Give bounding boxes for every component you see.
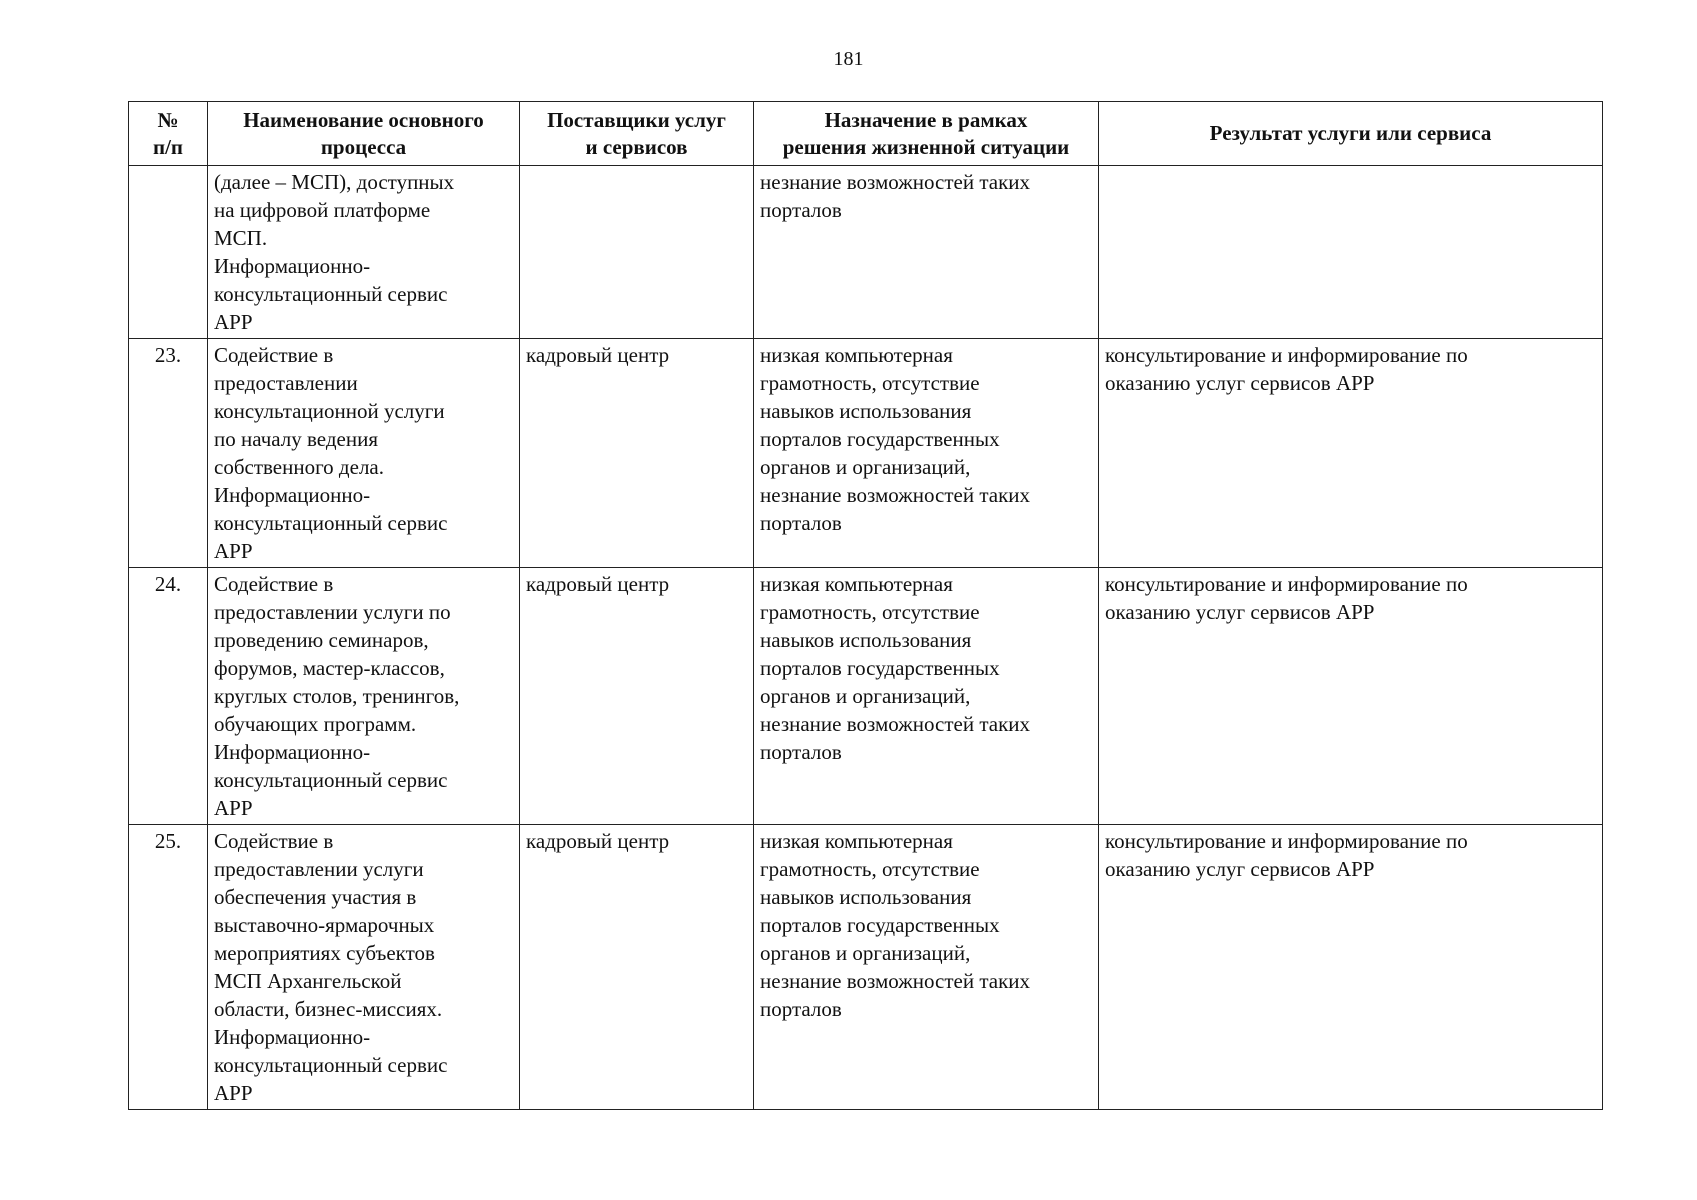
services-table: [128, 101, 1603, 1110]
row-purpose: низкая компьютерная грамотность, отсутствие навыков использования порталов государственных органов и организаций, незнание возможностей таких порталов: [754, 568, 1099, 825]
header-purpose: Назначение в рамках решения жизненной ситуации: [754, 102, 1099, 166]
row-number: 23.: [129, 339, 208, 568]
table-header-row: [129, 102, 1603, 166]
row-number: 25.: [129, 825, 208, 1110]
row-providers: кадровый центр: [520, 825, 754, 1110]
row-result: [1099, 166, 1603, 339]
row-result: консультирование и информирование по оказанию услуг сервисов АРР: [1099, 339, 1603, 568]
row-process: Содействие в предоставлении услуги обеспечения участия в выставочно-ярмарочных мероприятиях субъектов МСП Архангельской области, бизнес-миссиях. Информационно- консультационный сервис АРР: [208, 825, 520, 1110]
row-number: [129, 166, 208, 339]
table-row: [129, 339, 1603, 568]
row-process: Содействие в предоставлении услуги по проведению семинаров, форумов, мастер-классов, круглых столов, тренингов, обучающих программ. Информационно- консультационный сервис АРР: [208, 568, 520, 825]
table-row: [129, 568, 1603, 825]
row-purpose: низкая компьютерная грамотность, отсутствие навыков использования порталов государственных органов и организаций, незнание возможностей таких порталов: [754, 339, 1099, 568]
row-providers: кадровый центр: [520, 339, 754, 568]
header-providers: Поставщики услуг и сервисов: [520, 102, 754, 166]
row-purpose: незнание возможностей таких порталов: [754, 166, 1099, 339]
header-process: Наименование основного процесса: [208, 102, 520, 166]
row-result: консультирование и информирование по оказанию услуг сервисов АРР: [1099, 825, 1603, 1110]
row-providers: [520, 166, 754, 339]
header-number: № п/п: [129, 102, 208, 166]
row-result: консультирование и информирование по оказанию услуг сервисов АРР: [1099, 568, 1603, 825]
row-number: 24.: [129, 568, 208, 825]
row-providers: кадровый центр: [520, 568, 754, 825]
table-row: [129, 166, 1603, 339]
row-process: Содействие в предоставлении консультационной услуги по началу ведения собственного дела. Информационно- консультационный сервис АРР: [208, 339, 520, 568]
header-result: Результат услуги или сервиса: [1099, 102, 1603, 166]
row-process: (далее – МСП), доступных на цифровой платформе МСП. Информационно- консультационный сервис АРР: [208, 166, 520, 339]
page-number: 181: [833, 48, 864, 70]
row-purpose: низкая компьютерная грамотность, отсутствие навыков использования порталов государственных органов и организаций, незнание возможностей таких порталов: [754, 825, 1099, 1110]
table-row: [129, 825, 1603, 1110]
